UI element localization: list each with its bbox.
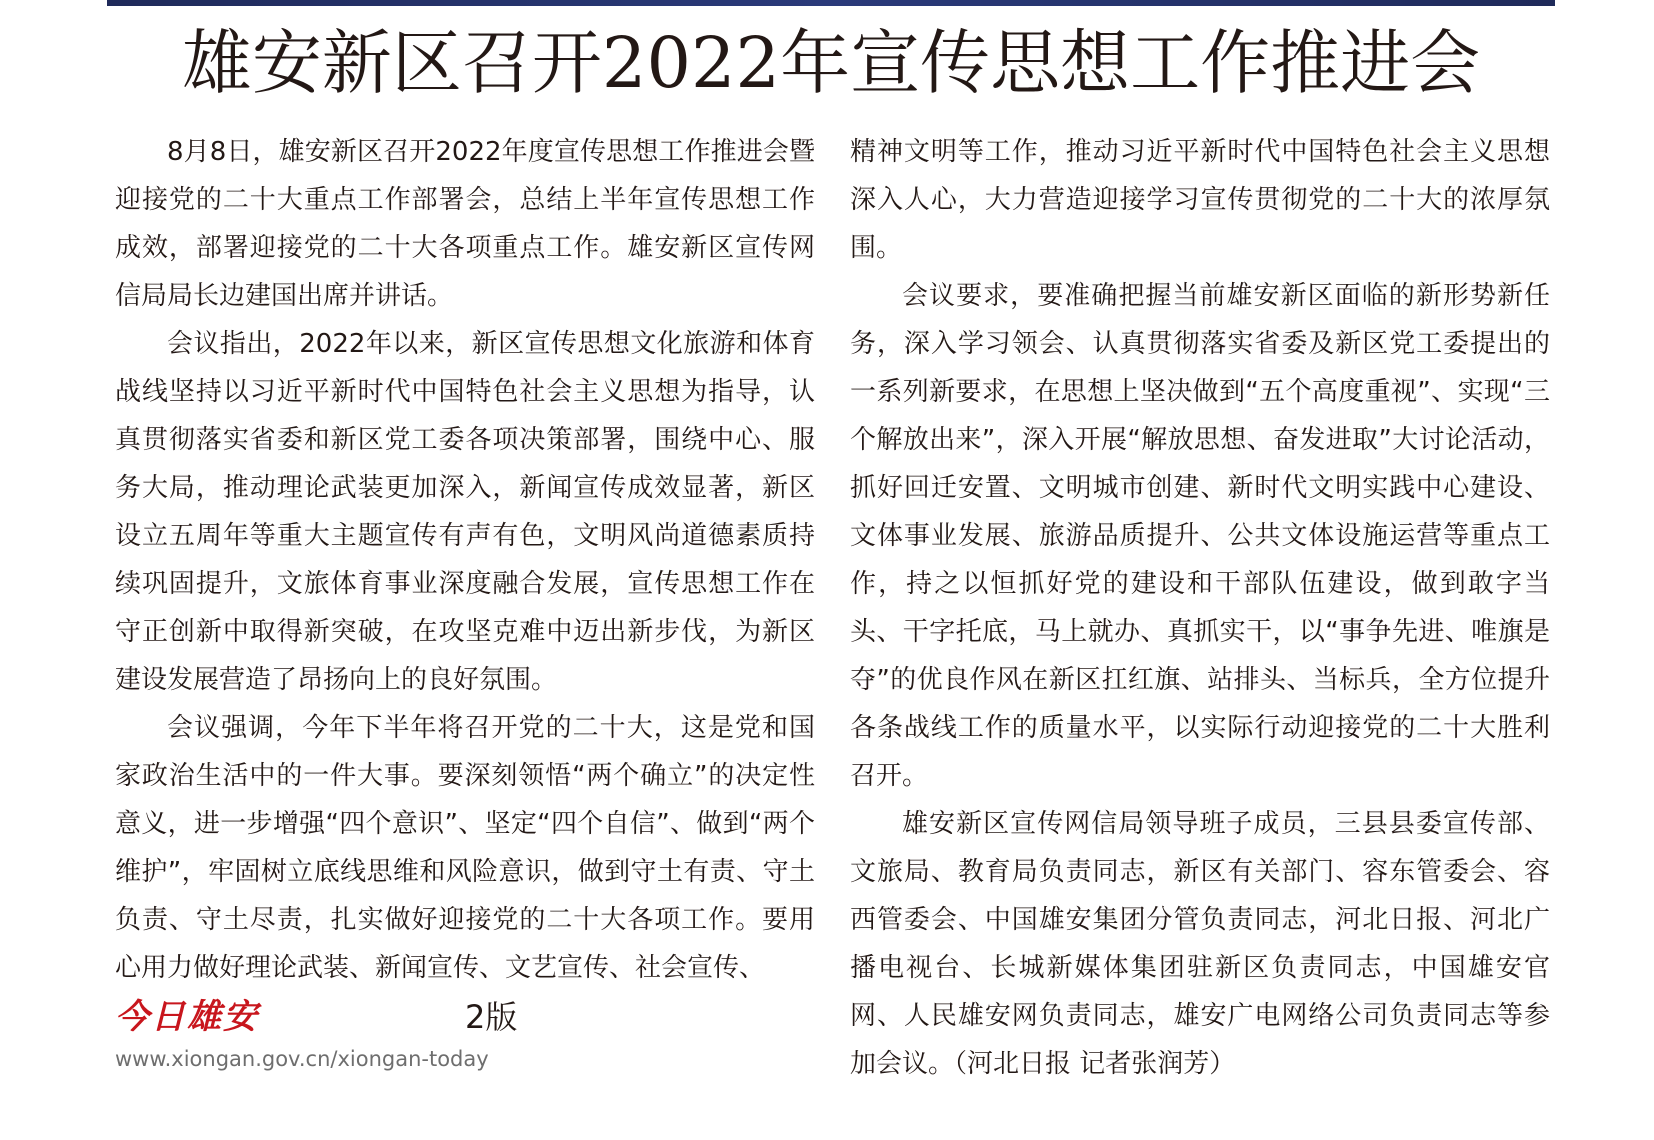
article-paragraph-1: 8月8日，雄安新区召开2022年度宣传思想工作推进会暨迎接党的二十大重点工作部署会，总结上半年宣传思想工作成效，部署迎接党的二十大各项重点工作。雄安新区宣传网信局局长边建国出席并讲话。 (115, 137, 815, 311)
headline: 雄安新区召开2022年宣传思想工作推进会 (181, 22, 1481, 104)
page-number: 2版 (465, 998, 518, 1036)
article-paragraph-3: 会议强调，今年下半年将召开党的二十大，这是党和国家政治生活中的一件大事。要深刻领悟“两个确立”的决定性意义，进一步增强“四个意识”、坚定“四个自信”、做到“两个维护”，牢固树立底线思维和风险意识，做到守土有责、守土负责、守土尽责，扎实做好迎接党的二十大各项工作。要用心用力做好理论武装、新闻宣传、文艺宣传、社会宣传、 (115, 713, 815, 983)
article-right-column (850, 128, 1550, 1088)
article-paragraph-4: 会议要求，要准确把握当前雄安新区面临的新形势新任务，深入学习领会、认真贯彻落实省委及新区党工委提出的一系列新要求，在思想上坚决做到“五个高度重视”、实现“三个解放出来”，深入开展“解放思想、奋发进取”大讨论活动，抓好回迁安置、文明城市创建、新时代文明实践中心建设、文体事业发展、旅游品质提升、公共文体设施运营等重点工作，持之以恒抓好党的建设和干部队伍建设，做到敢字当头、干字托底，马上就办、真抓实干，以“事争先进、唯旗是夺”的优良作风在新区扛红旗、站排头、当标兵，全方位提升各条战线工作的质量水平，以实际行动迎接党的二十大胜利召开。 (850, 281, 1550, 791)
top-rule (107, 0, 1555, 6)
article-left-column (115, 128, 815, 992)
site-url: www.xiongan.gov.cn/xiongan-today (115, 1047, 489, 1071)
page-footer (115, 995, 535, 1075)
article-paragraph-2: 会议指出，2022年以来，新区宣传思想文化旅游和体育战线坚持以习近平新时代中国特色社会主义思想为指导，认真贯彻落实省委和新区党工委各项决策部署，围绕中心、服务大局，推动理论武装更加深入，新闻宣传成效显著，新区设立五周年等重大主题宣传有声有色，文明风尚道德素质持续巩固提升，文旅体育事业深度融合发展，宣传思想工作在守正创新中取得新突破，在攻坚克难中迈出新步伐，为新区建设发展营造了昂扬向上的良好氛围。 (115, 329, 815, 695)
brand-logo: 今日雄安 (115, 997, 259, 1037)
article-paragraph-5: 雄安新区宣传网信局领导班子成员，三县县委宣传部、文旅局、教育局负责同志，新区有关部门、容东管委会、容西管委会、中国雄安集团分管负责同志，河北日报、河北广播电视台、长城新媒体集团驻新区负责同志，中国雄安官网、人民雄安网负责同志，雄安广电网络公司负责同志等参加会议。（河北日报 记者张润芳） (850, 809, 1550, 1079)
article-paragraph-3-continuation: 精神文明等工作，推动习近平新时代中国特色社会主义思想深入人心，大力营造迎接学习宣传贯彻党的二十大的浓厚氛围。 (850, 137, 1550, 263)
